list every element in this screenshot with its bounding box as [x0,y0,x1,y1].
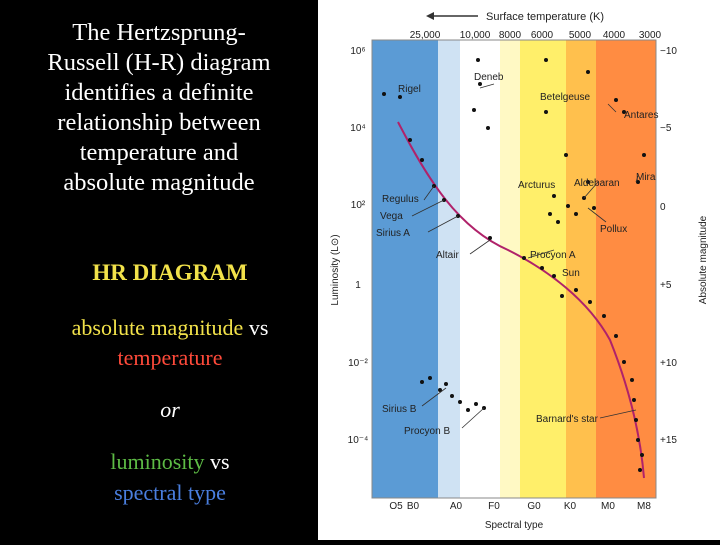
star-label-mira: Mira [636,172,656,183]
band-m [596,40,659,498]
star-dot [638,468,642,472]
right-axis-title: Absolute magnitude [698,215,709,305]
spectral-tick: G0 [527,501,541,512]
star-dot [472,108,476,112]
star-label-vega: Vega [380,211,403,222]
star-dot [574,288,578,292]
spectral-tick: A0 [449,501,463,512]
star-label-aldebaran: Aldebaran [574,178,620,189]
subtitle-line-4 [0,449,340,475]
vs-text: vs [243,315,269,340]
heading-line: absolute magnitude [63,169,255,196]
hr-diagram-panel [318,0,720,540]
temperature-tick: 6000 [530,30,554,41]
star-label-pollux: Pollux [600,224,628,235]
spectral-tick: K0 [563,501,577,512]
luminosity-tick: 1 [355,280,361,291]
star-label-sirius-a: Sirius A [376,228,410,239]
magnitude-tick: +10 [660,358,677,369]
star-label-barnards-star: Barnard's star [536,414,598,425]
star-dot [450,394,454,398]
star-label-sun: Sun [562,268,580,279]
temperature-tick: 3000 [638,30,662,41]
star-dot [544,58,548,62]
star-dot [398,95,402,99]
star-dot [488,236,492,240]
star-dot [408,138,412,142]
star-label-sirius-b: Sirius B [382,404,417,415]
spectral-tick: O5 [389,501,403,512]
star-dot [522,256,526,260]
star-dot [564,153,568,157]
or-text: or [160,397,180,422]
star-dot [444,382,448,386]
absolute-magnitude-text: absolute magnitude [71,315,244,340]
heading-line: The Hertzsprung- [72,19,246,46]
star-label-altair: Altair [436,250,459,261]
star-dot [614,334,618,338]
star-dot [632,398,636,402]
star-dot [566,204,570,208]
luminosity-text: luminosity [110,449,205,474]
luminosity-tick: 10⁻² [348,358,368,369]
temperature-text: temperature [117,345,223,370]
spectral-type-text: spectral type [114,480,226,505]
slide-heading [6,18,312,198]
spectral-tick: B0 [406,501,420,512]
star-dot [420,158,424,162]
star-dot [476,58,480,62]
star-dot [420,380,424,384]
temperature-tick: 25,000 [409,30,441,41]
star-dot [614,98,618,102]
star-dot [592,206,596,210]
luminosity-tick: 10⁻⁴ [347,435,369,446]
star-dot [474,402,478,406]
spectral-tick: F0 [488,501,500,512]
left-axis-title: Luminosity (L⊙) [330,234,341,306]
heading-line: relationship between [57,109,261,136]
band-f [460,40,500,498]
hr-diagram [318,0,720,540]
star-dot [544,110,548,114]
heading-line: temperature and [79,139,239,166]
vs-text: vs [204,449,230,474]
star-dot [548,212,552,216]
star-dot [642,153,646,157]
spectral-tick: M0 [601,501,615,512]
temperature-tick: 10,000 [459,30,491,41]
star-label-antares: Antares [624,110,659,121]
magnitude-tick: +5 [660,280,672,291]
heading-line: identifies a definite [64,79,254,106]
star-label-regulus: Regulus [382,194,419,205]
star-dot [540,266,544,270]
star-dot [382,92,386,96]
star-dot [636,438,640,442]
star-dot [428,376,432,380]
luminosity-tick: 10⁶ [350,46,366,57]
star-dot [630,378,634,382]
arrowhead-icon [426,12,434,20]
magnitude-tick: 0 [660,202,666,213]
magnitude-tick: −10 [660,46,677,57]
heading-line: Russell (H-R) diagram [47,49,271,76]
spectral-tick: M8 [637,501,651,512]
bottom-axis-title: Spectral type [484,520,544,531]
temperature-tick: 5000 [568,30,592,41]
temperature-tick: 4000 [602,30,626,41]
star-dot [640,453,644,457]
star-label-rigel: Rigel [398,84,421,95]
temperature-tick: 8000 [498,30,522,41]
star-dot [574,212,578,216]
star-dot [622,360,626,364]
star-dot [560,294,564,298]
magnitude-tick: +15 [660,435,677,446]
luminosity-tick: 10² [350,200,366,211]
star-dot [466,408,470,412]
star-dot [552,194,556,198]
luminosity-tick: 10⁴ [350,123,366,134]
star-label-procyon-b: Procyon B [404,426,451,437]
star-dot [588,300,592,304]
star-dot [602,314,606,318]
star-dot [552,274,556,278]
top-axis-title: Surface temperature (K) [486,11,604,23]
magnitude-tick: −5 [660,123,672,134]
band-f-g [500,40,520,498]
star-label-arcturus: Arcturus [518,180,556,191]
star-dot [458,400,462,404]
star-label-deneb: Deneb [474,72,504,83]
hr-diagram-title: HR DIAGRAM [92,260,248,285]
star-dot [556,220,560,224]
star-label-procyon-a: Procyon A [530,250,576,261]
subtitle-line-1 [0,315,340,341]
star-dot [486,126,490,130]
star-label-betelgeuse: Betelgeuse [540,92,591,103]
star-dot [586,70,590,74]
star-dot [634,418,638,422]
